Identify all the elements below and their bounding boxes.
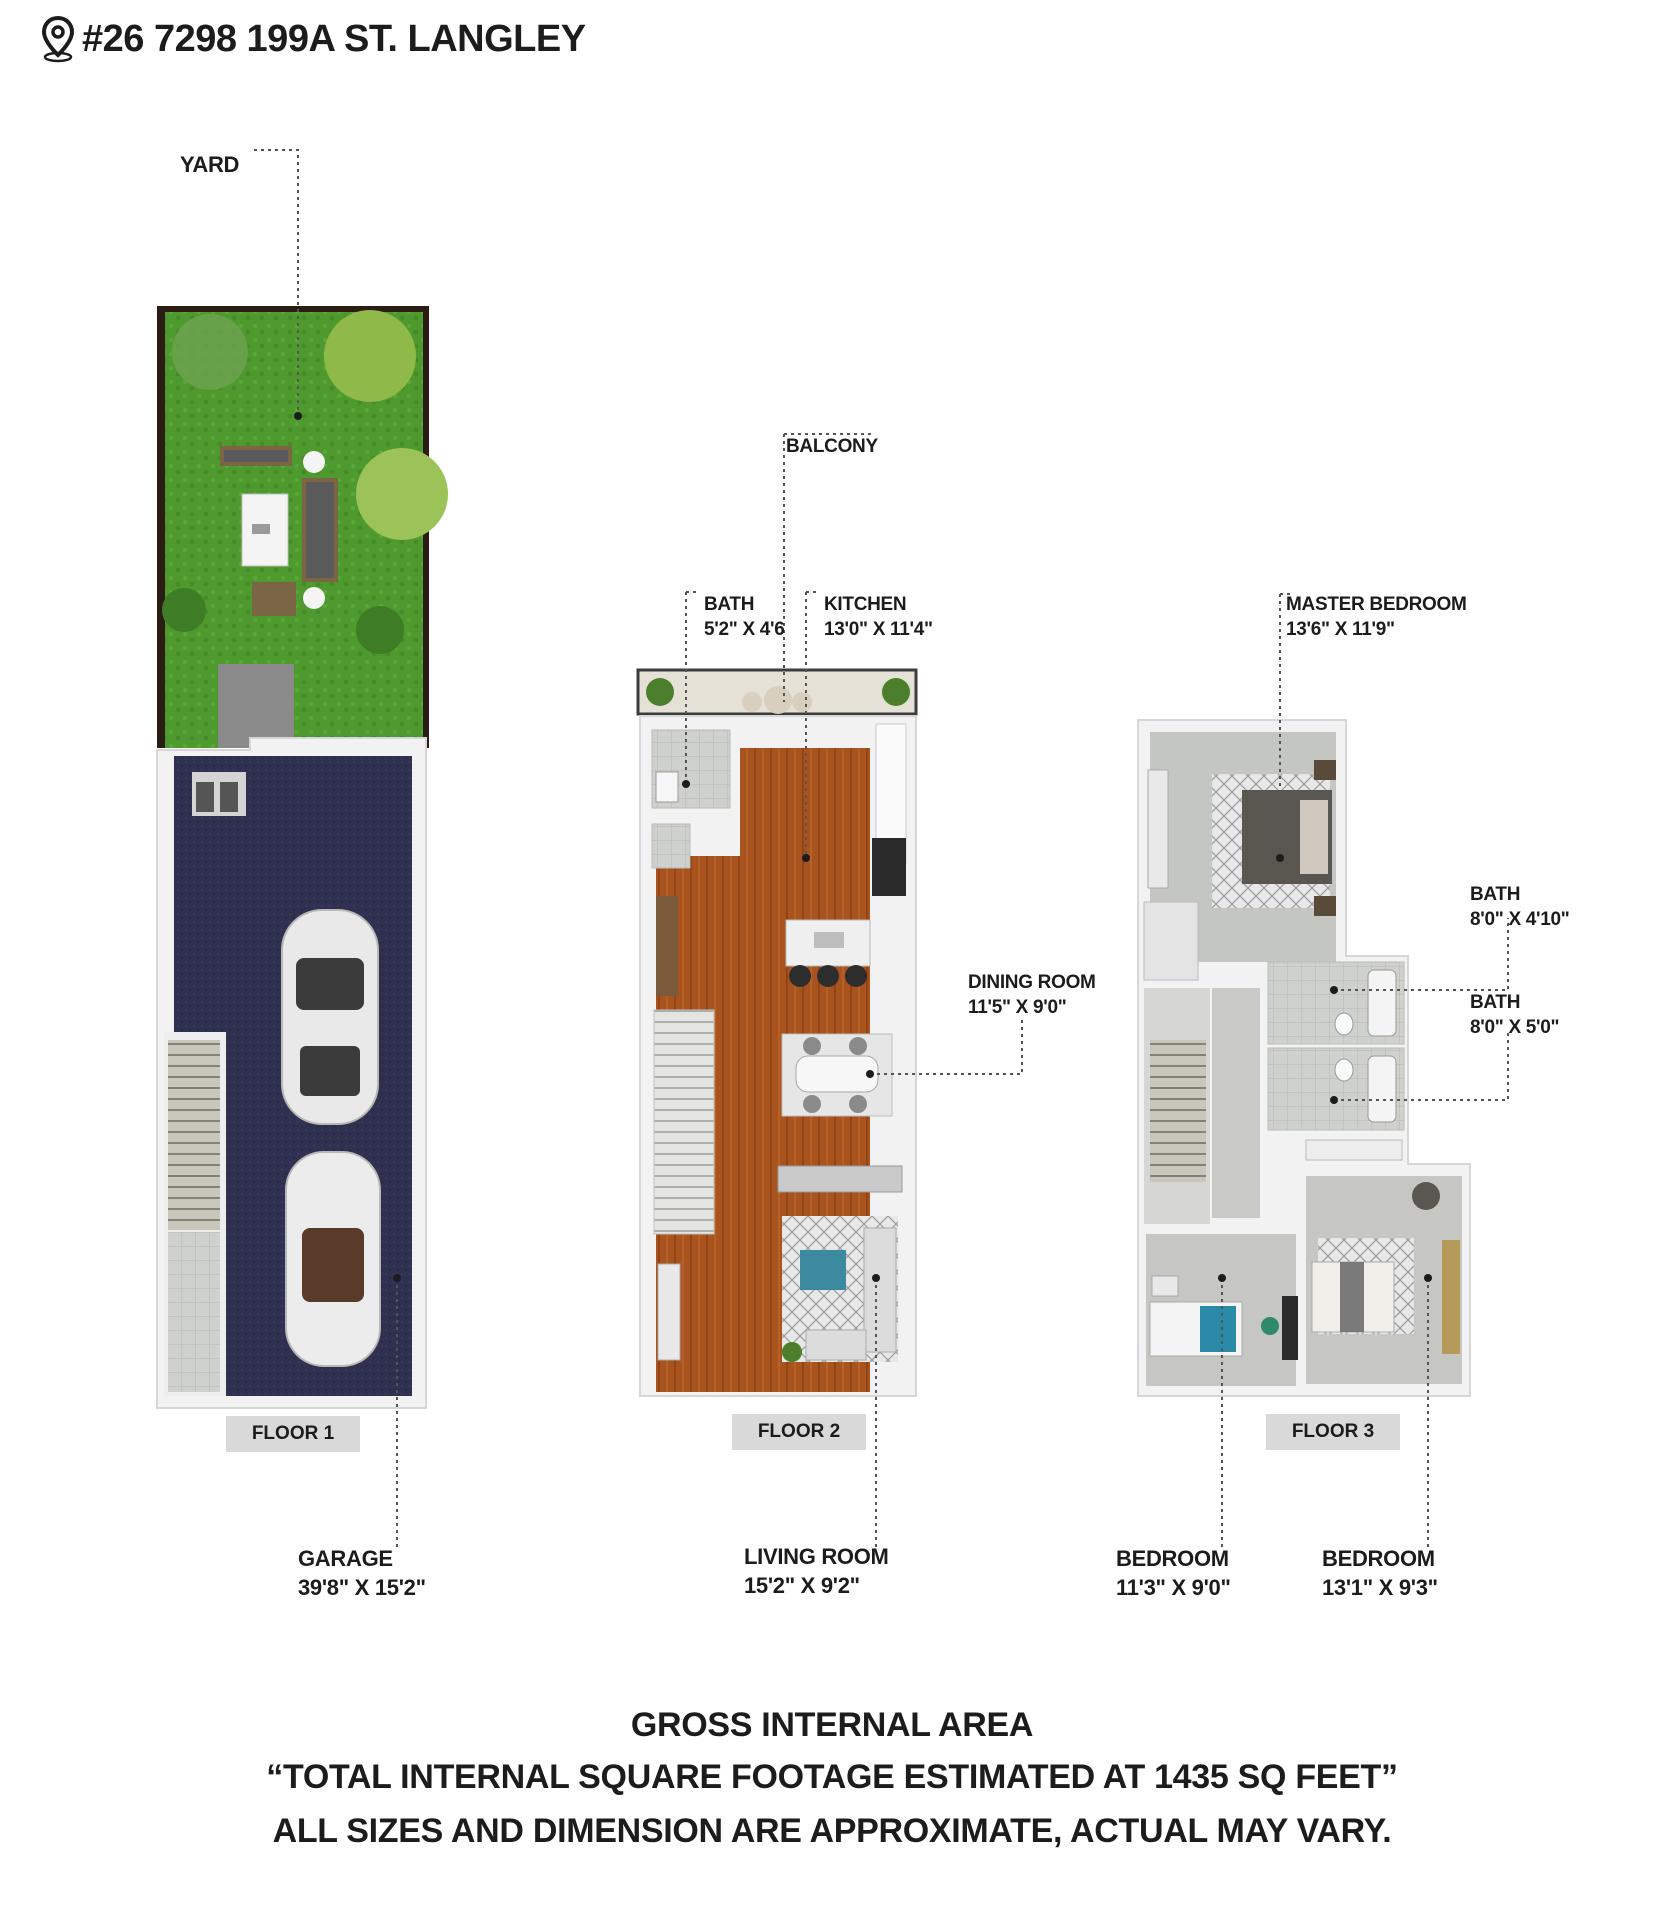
garage-size: 39'8" X 15'2" xyxy=(298,1575,426,1600)
living-sofa xyxy=(864,1228,896,1352)
yard-tree xyxy=(324,310,416,402)
dining-size: 11'5" X 9'0" xyxy=(968,997,1067,1018)
yard-shrub xyxy=(162,588,206,632)
label-bath-a xyxy=(1470,882,1570,932)
living-shelf xyxy=(658,1264,680,1360)
floor-2-stairs xyxy=(654,1010,714,1234)
yard-shrub xyxy=(356,606,404,654)
label-yard: YARD xyxy=(180,152,240,177)
floor-3-stairs xyxy=(1150,1040,1206,1182)
address-text: #26 7298 199A ST. LANGLEY xyxy=(82,17,586,60)
bedroom-b-size: 13'1" X 9'3" xyxy=(1322,1575,1438,1600)
floor-3-tag: FLOOR 3 xyxy=(1266,1414,1400,1450)
living-size: 15'2" X 9'2" xyxy=(744,1573,860,1598)
label-balcony: BALCONY xyxy=(786,436,878,457)
entry-tile xyxy=(168,1232,220,1392)
label-bedroom-b xyxy=(1322,1544,1438,1602)
yard-patio xyxy=(218,664,294,748)
label-bath-b xyxy=(1470,990,1559,1040)
label-dining-room xyxy=(968,970,1096,1020)
living-name: LIVING ROOM xyxy=(744,1544,889,1569)
footer-total-area: “TOTAL INTERNAL SQUARE FOOTAGE ESTIMATED AT 1435 SQ FEET” xyxy=(266,1758,1398,1796)
floor-3-plan xyxy=(1138,594,1508,1548)
bath-f2-size: 5'2" X 4'6 xyxy=(704,619,785,640)
car-bottom xyxy=(286,1152,380,1366)
bath-a-name: BATH xyxy=(1470,884,1521,905)
yard-shrub xyxy=(172,314,248,390)
yard-tree xyxy=(356,448,448,540)
label-kitchen xyxy=(824,592,933,642)
bath-a-size: 8'0" X 4'10" xyxy=(1470,909,1570,930)
bath-f2-name: BATH xyxy=(704,594,755,615)
garage-stairs xyxy=(168,1040,220,1230)
tv-console xyxy=(778,1166,902,1192)
kitchen-name: KITCHEN xyxy=(824,594,907,615)
footer-title: GROSS INTERNAL AREA xyxy=(630,1706,1034,1744)
kitchen-size: 13'0" X 11'4" xyxy=(824,619,933,640)
label-bath-f2 xyxy=(704,592,785,642)
car-top xyxy=(282,910,378,1124)
bath-b-size: 8'0" X 5'0" xyxy=(1470,1017,1560,1038)
master-name: MASTER BEDROOM xyxy=(1286,594,1467,615)
outdoor-chair xyxy=(252,582,296,616)
bedroom-b-dresser xyxy=(1442,1240,1460,1354)
label-bedroom-a xyxy=(1116,1544,1231,1602)
fridge xyxy=(872,838,906,896)
bedroom-b-name: BEDROOM xyxy=(1322,1546,1435,1571)
bath-b-name: BATH xyxy=(1470,992,1521,1013)
bedroom-a-name: BEDROOM xyxy=(1116,1546,1229,1571)
dining-name: DINING ROOM xyxy=(968,972,1096,993)
garage-name: GARAGE xyxy=(298,1546,393,1571)
floor-1-tag: FLOOR 1 xyxy=(226,1416,360,1452)
label-living-room xyxy=(744,1542,889,1600)
floor-2-tag: FLOOR 2 xyxy=(732,1414,866,1450)
dining-table xyxy=(796,1056,878,1092)
master-dresser xyxy=(1148,770,1168,888)
footer-disclaimer: ALL SIZES AND DIMENSION ARE APPROXIMATE, ACTUAL MAY VARY. xyxy=(272,1812,1392,1850)
master-size: 13'6" X 11'9" xyxy=(1286,619,1395,640)
closet xyxy=(1144,902,1198,980)
label-garage xyxy=(298,1544,426,1602)
floor-1-plan xyxy=(157,150,448,1548)
bedroom-a-size: 11'3" X 9'0" xyxy=(1116,1575,1231,1600)
coffee-table xyxy=(800,1250,846,1290)
label-master-bedroom xyxy=(1286,592,1467,642)
